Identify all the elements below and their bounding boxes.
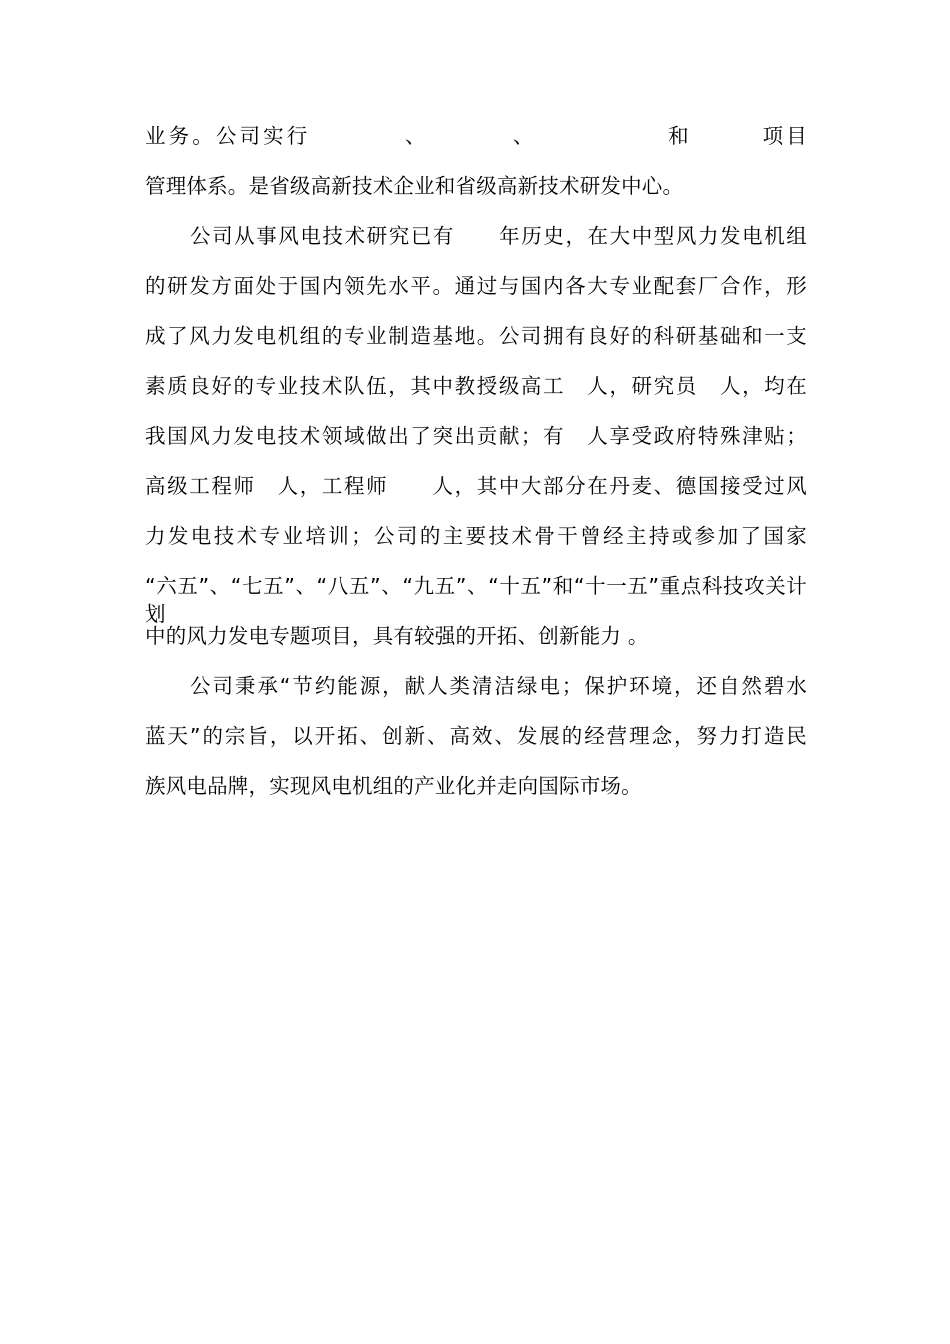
text-line-3: 公司从事风电技术研究已有 年历史，在大中型风力发电机组 (190, 224, 807, 248)
text-line-12: 公司秉承“节约能源，献人类清洁绿电；保护环境，还自然碧水 (190, 674, 807, 698)
text-line-5: 成了风力发电机组的专业制造基地。公司拥有良好的科研基础和一支 (145, 324, 807, 348)
text-line-10: “六五”、“七五”、“八五”、“九五”、“十五”和“十一五”重点科技攻关计划 (145, 574, 807, 626)
text-line-2: 管理体系。是省级高新技术企业和省级高新技术研发中心。 (145, 174, 684, 198)
text-line-8: 高级工程师 人，工程师 人，其中大部分在丹麦、德国接受过风 (145, 474, 807, 498)
text-line-11: 中的风力发电专题项目，具有较强的开拓、创新能力 。 (145, 624, 649, 648)
text-line-1: 业务。公司实行 、 、 和 项目 (145, 124, 807, 148)
text-line-4: 的研发方面处于国内领先水平。通过与国内各大专业配套厂合作，形 (145, 274, 807, 298)
text-line-6: 素质良好的专业技术队伍，其中教授级高工 人，研究员 人，均在 (145, 374, 807, 398)
text-line-9: 力发电技术专业培训；公司的主要技术骨干曾经主持或参加了国家 (145, 524, 807, 548)
text-line-13: 蓝天”的宗旨，以开拓、创新、高效、发展的经营理念，努力打造民 (145, 724, 807, 748)
text-line-7: 我国风力发电技术领域做出了突出贡献；有 人享受政府特殊津贴； (145, 424, 807, 448)
text-line-14: 族风电品牌，实现风电机组的产业化并走向国际市场。 (145, 774, 642, 798)
